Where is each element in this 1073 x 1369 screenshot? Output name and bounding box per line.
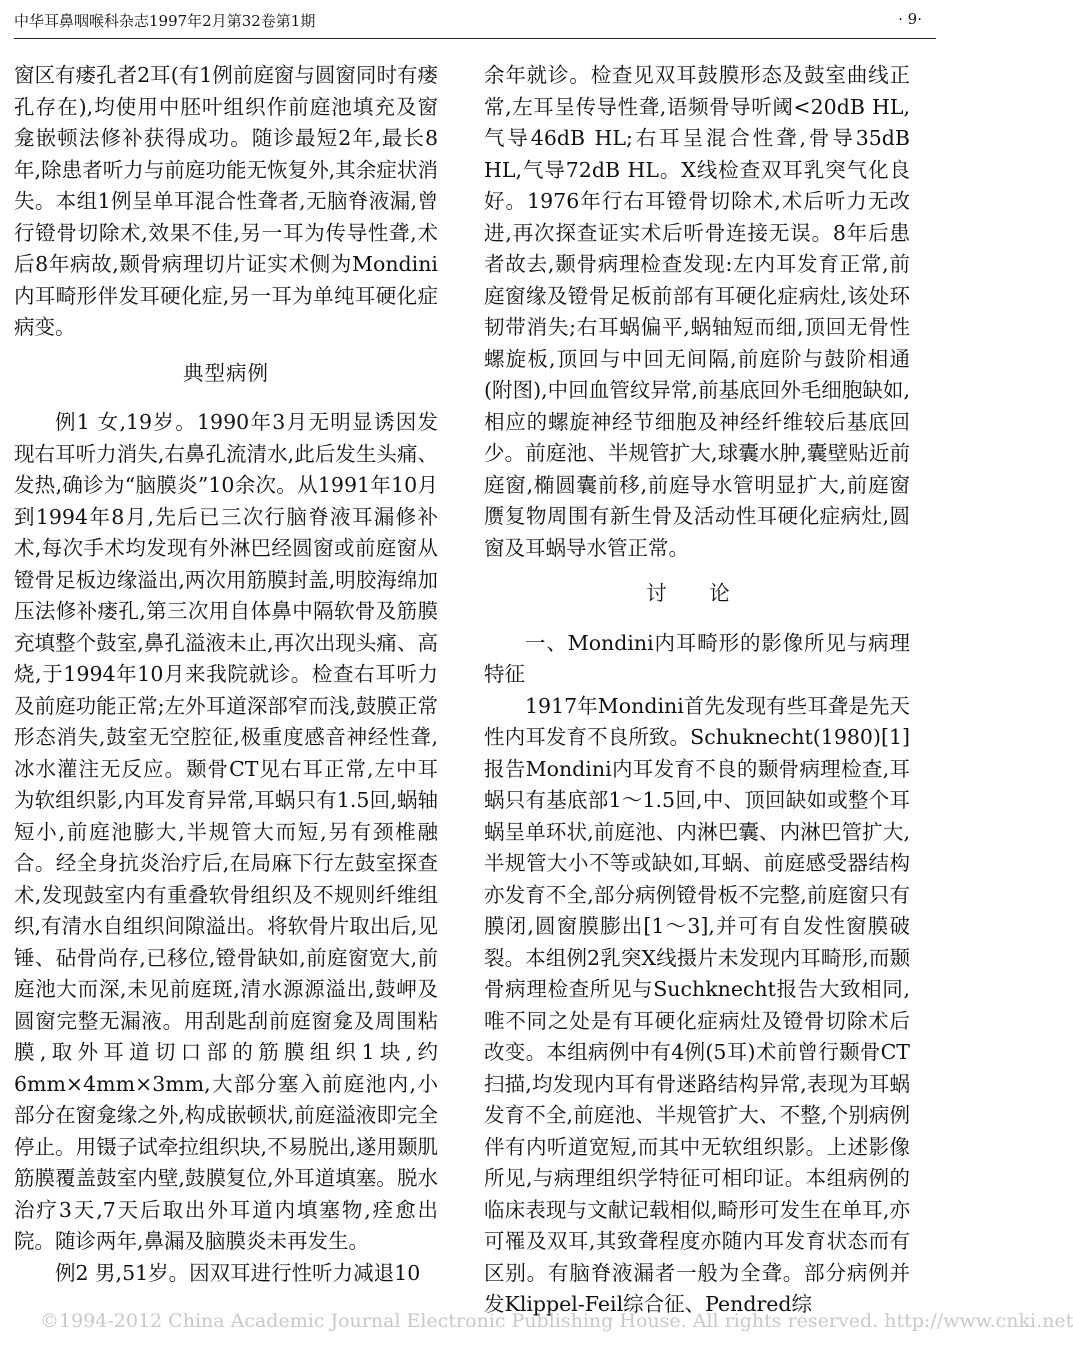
header-rule bbox=[14, 38, 936, 39]
case-1-paragraph: 例1 女,19岁。1990年3月无明显诱因发现右耳听力消失,右鼻孔流清水,此后发生头痛、发热,确诊为“脑膜炎”10余次。从1991年10月到1994年8月,先后已三次行脑脊液耳漏修补术,每次手术均发现有外淋巴经圆窗或前庭窗从镫骨足板边缘溢出,两次用筋膜封盖,明胶海绵加压法修补瘘孔,第三次用自体鼻中隔软骨及筋膜充填整个鼓室,鼻孔溢液未止,再次出现头痛、高烧,于1994年10月来我院就诊。检查右耳听力及前庭功能正常;左外耳道深部窄而浅,鼓膜正常形态消失,鼓室无空腔征,极重度感音神经性聋,冰水灌注无反应。颞骨CT见右耳正常,左中耳为软组织影,内耳发育异常,耳蜗只有1.5回,蜗轴短小,前庭池膨大,半规管大而短,另有颈椎融合。经全身抗炎治疗后,在局麻下行左鼓室探查术,发现鼓室内有重叠软骨组织及不规则纤维组织,有清水自组织间隙溢出。将软骨片取出后,见锤、砧骨尚存,已移位,镫骨缺如,前庭窗宽大,前庭池大而深,未见前庭斑,清水源源溢出,鼓岬及圆窗完整无漏液。用刮匙刮前庭窗龛及周围粘膜,取外耳道切口部的筋膜组织1块,约6mm×4mm×3mm,大部分塞入前庭池内,小部分在窗龛缘之外,构成嵌顿状,前庭溢液即完全停止。用镊子试牵拉组织块,不易脱出,遂用颞肌筋膜覆盖鼓室内壁,鼓膜复位,外耳道填塞。脱水治疗3天,7天后取出外耳道内填塞物,痊愈出院。随诊两年,鼻漏及脑膜炎未再发生。 bbox=[14, 410, 438, 1253]
section-title-discussion: 讨 论 bbox=[646, 581, 748, 605]
copyright-watermark: ©1994-2012 China Academic Journal Electronic Publishing House. All rights reserved. http://www.cnki.net bbox=[40, 1310, 1073, 1332]
discussion-subheading: 一、Mondini内耳畸形的影像所见与病理特征 bbox=[484, 630, 910, 686]
discussion-paragraph-1: 1917年Mondini首先发现有些耳聋是先天性内耳发育不良所致。Schuknecht(1980)[1]报告Mondini内耳发育不良的颞骨病理检查,耳蜗只有基底部1～1.5回,中、顶回缺如或整个耳蜗呈单环状,前庭池、内淋巴囊、内淋巴管扩大,半规管大小不等或缺如,耳蜗、前庭感受器结构亦发育不全,部分病例镫骨板不完整,前庭窗只有膜闭,圆窗膜膨出[1～3],并可有自发性窗膜破裂。本组例2乳突X线摄片未发现内耳畸形,而颞骨病理检查所见与Suchknecht报告大致相同,唯不同之处是有耳硬化症病灶及镫骨切除术后改变。本组病例中有4例(5耳)术前曾行颞骨CT扫描,均发现内耳有骨迷路结构异常,表现为耳蜗发育不全,前庭池、半规管扩大、不整,个别病例伴有内听道宽短,而其中无软组织影。上述影像所见,与病理组织学特征可相印证。本组病例的临床表现与文献记载相似,畸形可发生在单耳,亦可罹及双耳,其致聋程度亦随内耳发育状态而有区别。有脑脊液漏者一般为全聋。部分病例并发Klippel-Feil综合征、Pendred综 bbox=[484, 693, 910, 1316]
case-2-paragraph-continued: 余年就诊。检查见双耳鼓膜形态及鼓室曲线正常,左耳呈传导性聋,语频骨导听阈<20dB HL,气导46dB HL;右耳呈混合性聋,骨导35dB HL,气导72dB HL。X线检查双耳乳突气化良好。1976年行右耳镫骨切除术,术后听力无改进,再次探查证实术后听骨连接无误。8年后患者故去,颞骨病理检查发现:左内耳发育正常,前庭窗缘及镫骨足板前部有耳硬化症病灶,该处环韧带消失;右耳蜗偏平,蜗轴短而细,顶回无骨性螺旋板,顶回与中回无间隔,前庭阶与鼓阶相通(附图),中回血管纹异常,前基底回外毛细胞缺如,相应的螺旋神经节细胞及神经纤维较后基底回少。前庭池、半规管扩大,球囊水肿,囊壁贴近前庭窗,椭圆囊前移,前庭导水管明显扩大,前庭窗赝复物周围有新生骨及活动性耳硬化症病灶,圆窗及耳蜗导水管正常。 bbox=[484, 63, 910, 560]
journal-citation: 中华耳鼻咽喉科杂志1997年2月第32卷第1期 bbox=[14, 12, 316, 30]
section-title-typical-cases: 典型病例 bbox=[183, 360, 269, 385]
left-column bbox=[14, 60, 438, 1289]
right-column bbox=[484, 60, 910, 1321]
left-paragraph-1: 窗区有瘘孔者2耳(有1例前庭窗与圆窗同时有瘘孔存在),均使用中胚叶组织作前庭池填充及窗龛嵌顿法修补获得成功。随诊最短2年,最长8年,除患者听力与前庭功能无恢复外,其余症状消失。本组1例呈单耳混合性聋者,无脑脊液漏,曾行镫骨切除术,效果不佳,另一耳为传导性聋,术后8年病故,颞骨病理切片证实术侧为Mondini内耳畸形伴发耳硬化症,另一耳为单纯耳硬化症病变。 bbox=[14, 63, 438, 339]
running-header bbox=[14, 6, 930, 38]
case-2-paragraph-start: 例2 男,51岁。因双耳进行性听力减退10 bbox=[55, 1260, 421, 1285]
page-number: · 9· bbox=[898, 10, 922, 28]
